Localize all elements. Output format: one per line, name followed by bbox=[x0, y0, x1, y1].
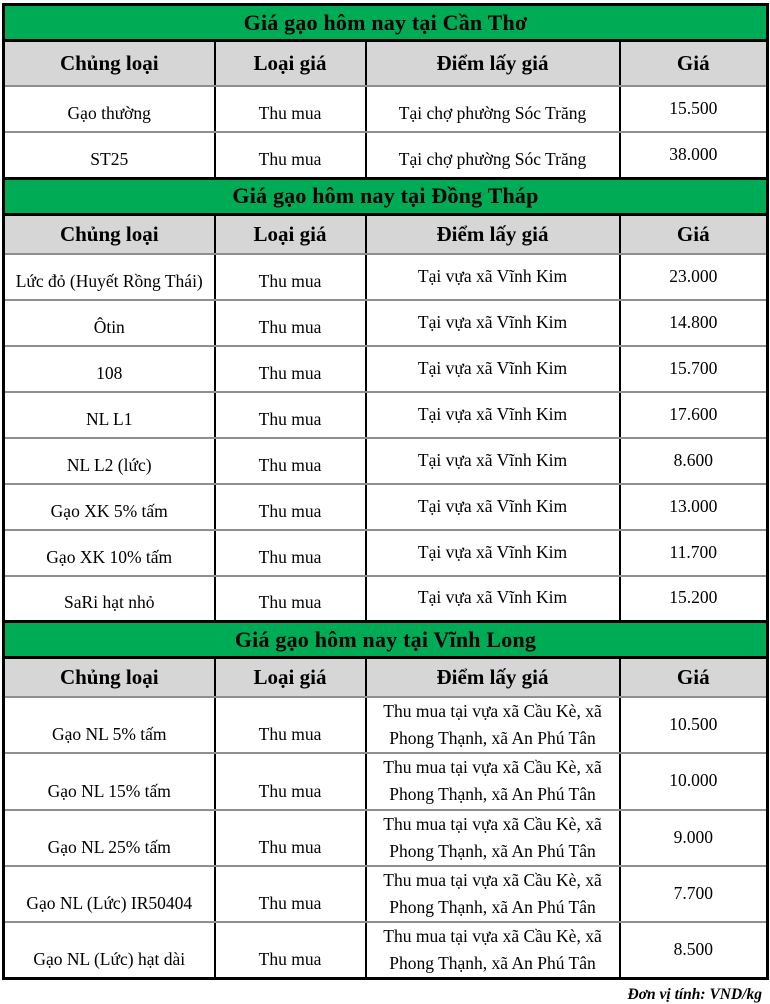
price-type-cell: Thu mua bbox=[215, 484, 366, 530]
price-type-cell: Thu mua bbox=[215, 392, 366, 438]
rice-price-table bbox=[2, 3, 769, 980]
price-cell: 15.700 bbox=[620, 346, 768, 392]
price-cell: 9.000 bbox=[620, 810, 768, 866]
rice-type-cell: Gạo NL 25% tấm bbox=[4, 810, 215, 866]
location-cell: Tại vựa xã Vĩnh Kim bbox=[366, 392, 620, 438]
table-row bbox=[4, 484, 768, 530]
table-row bbox=[4, 346, 768, 392]
price-type-cell: Thu mua bbox=[215, 86, 366, 132]
price-type-cell: Thu mua bbox=[215, 132, 366, 178]
rice-type-cell: SaRi hạt nhỏ bbox=[4, 576, 215, 622]
column-header-gia: Giá bbox=[620, 658, 768, 698]
location-cell: Thu mua tại vựa xã Cầu Kè, xã Phong Thạnh, xã An Phú Tân bbox=[366, 753, 620, 809]
unit-note: Đơn vị tính: VND/kg bbox=[627, 986, 762, 1004]
column-header-diem-lay-gia: Điểm lấy giá bbox=[366, 658, 620, 698]
table-row bbox=[4, 697, 768, 753]
price-type-cell: Thu mua bbox=[215, 922, 366, 979]
section-band bbox=[4, 5, 768, 41]
location-cell: Tại vựa xã Vĩnh Kim bbox=[366, 576, 620, 622]
column-header-chung-loai: Chủng loại bbox=[4, 658, 215, 698]
location-cell: Tại vựa xã Vĩnh Kim bbox=[366, 300, 620, 346]
column-header-loai-gia: Loại giá bbox=[215, 658, 366, 698]
table-row bbox=[4, 438, 768, 484]
column-header-loai-gia: Loại giá bbox=[215, 214, 366, 254]
table-row bbox=[4, 576, 768, 622]
location-cell: Thu mua tại vựa xã Cầu Kè, xã Phong Thạnh, xã An Phú Tân bbox=[366, 697, 620, 753]
price-cell: 38.000 bbox=[620, 132, 768, 178]
section-can-tho bbox=[4, 5, 768, 179]
column-header-chung-loai: Chủng loại bbox=[4, 214, 215, 254]
price-cell: 15.200 bbox=[620, 576, 768, 622]
price-type-cell: Thu mua bbox=[215, 346, 366, 392]
section-title: Giá gạo hôm nay tại Đồng Tháp bbox=[4, 178, 768, 214]
rice-type-cell: Gạo XK 10% tấm bbox=[4, 530, 215, 576]
table-row bbox=[4, 254, 768, 300]
rice-type-cell: NL L1 bbox=[4, 392, 215, 438]
rice-type-cell: NL L2 (lức) bbox=[4, 438, 215, 484]
rice-type-cell: Gạo thường bbox=[4, 86, 215, 132]
column-header-gia: Giá bbox=[620, 214, 768, 254]
price-cell: 15.500 bbox=[620, 86, 768, 132]
price-cell: 13.000 bbox=[620, 484, 768, 530]
column-header-diem-lay-gia: Điểm lấy giá bbox=[366, 214, 620, 254]
location-cell: Thu mua tại vựa xã Cầu Kè, xã Phong Thạnh, xã An Phú Tân bbox=[366, 810, 620, 866]
location-cell: Tại vựa xã Vĩnh Kim bbox=[366, 484, 620, 530]
price-type-cell: Thu mua bbox=[215, 438, 366, 484]
column-header-row bbox=[4, 214, 768, 254]
price-cell: 7.700 bbox=[620, 866, 768, 922]
section-dong-thap bbox=[4, 178, 768, 622]
price-type-cell: Thu mua bbox=[215, 530, 366, 576]
column-header-row bbox=[4, 41, 768, 87]
section-vinh-long bbox=[4, 622, 768, 979]
table-row bbox=[4, 86, 768, 132]
price-cell: 10.500 bbox=[620, 697, 768, 753]
price-type-cell: Thu mua bbox=[215, 300, 366, 346]
rice-type-cell: Gạo NL (Lức) hạt dài bbox=[4, 922, 215, 979]
table-row bbox=[4, 866, 768, 922]
rice-type-cell: Gạo NL 15% tấm bbox=[4, 753, 215, 809]
price-type-cell: Thu mua bbox=[215, 753, 366, 809]
price-cell: 17.600 bbox=[620, 392, 768, 438]
rice-type-cell: Gạo NL 5% tấm bbox=[4, 697, 215, 753]
table-row bbox=[4, 810, 768, 866]
price-type-cell: Thu mua bbox=[215, 697, 366, 753]
section-title: Giá gạo hôm nay tại Vĩnh Long bbox=[4, 622, 768, 658]
rice-type-cell: Ôtin bbox=[4, 300, 215, 346]
location-cell: Tại chợ phường Sóc Trăng bbox=[366, 132, 620, 178]
section-band bbox=[4, 622, 768, 658]
rice-type-cell: ST25 bbox=[4, 132, 215, 178]
table-row bbox=[4, 132, 768, 178]
location-cell: Thu mua tại vựa xã Cầu Kè, xã Phong Thạnh, xã An Phú Tân bbox=[366, 922, 620, 979]
column-header-gia: Giá bbox=[620, 41, 768, 87]
column-header-row bbox=[4, 658, 768, 698]
price-cell: 14.800 bbox=[620, 300, 768, 346]
price-cell: 11.700 bbox=[620, 530, 768, 576]
table-row bbox=[4, 392, 768, 438]
table-row bbox=[4, 530, 768, 576]
location-cell: Tại vựa xã Vĩnh Kim bbox=[366, 438, 620, 484]
location-cell: Thu mua tại vựa xã Cầu Kè, xã Phong Thạnh, xã An Phú Tân bbox=[366, 866, 620, 922]
column-header-loai-gia: Loại giá bbox=[215, 41, 366, 87]
location-cell: Tại vựa xã Vĩnh Kim bbox=[366, 530, 620, 576]
price-type-cell: Thu mua bbox=[215, 810, 366, 866]
rice-type-cell: Gạo NL (Lức) IR50404 bbox=[4, 866, 215, 922]
rice-type-cell: Lức đỏ (Huyết Rồng Thái) bbox=[4, 254, 215, 300]
rice-type-cell: Gạo XK 5% tấm bbox=[4, 484, 215, 530]
price-cell: 8.500 bbox=[620, 922, 768, 979]
location-cell: Tại vựa xã Vĩnh Kim bbox=[366, 254, 620, 300]
price-type-cell: Thu mua bbox=[215, 576, 366, 622]
price-cell: 10.000 bbox=[620, 753, 768, 809]
rice-type-cell: 108 bbox=[4, 346, 215, 392]
price-cell: 23.000 bbox=[620, 254, 768, 300]
table-row bbox=[4, 922, 768, 979]
price-type-cell: Thu mua bbox=[215, 866, 366, 922]
column-header-chung-loai: Chủng loại bbox=[4, 41, 215, 87]
location-cell: Tại chợ phường Sóc Trăng bbox=[366, 86, 620, 132]
section-band bbox=[4, 178, 768, 214]
table-row bbox=[4, 300, 768, 346]
price-cell: 8.600 bbox=[620, 438, 768, 484]
price-type-cell: Thu mua bbox=[215, 254, 366, 300]
location-cell: Tại vựa xã Vĩnh Kim bbox=[366, 346, 620, 392]
table-row bbox=[4, 753, 768, 809]
section-title: Giá gạo hôm nay tại Cần Thơ bbox=[4, 5, 768, 41]
column-header-diem-lay-gia: Điểm lấy giá bbox=[366, 41, 620, 87]
